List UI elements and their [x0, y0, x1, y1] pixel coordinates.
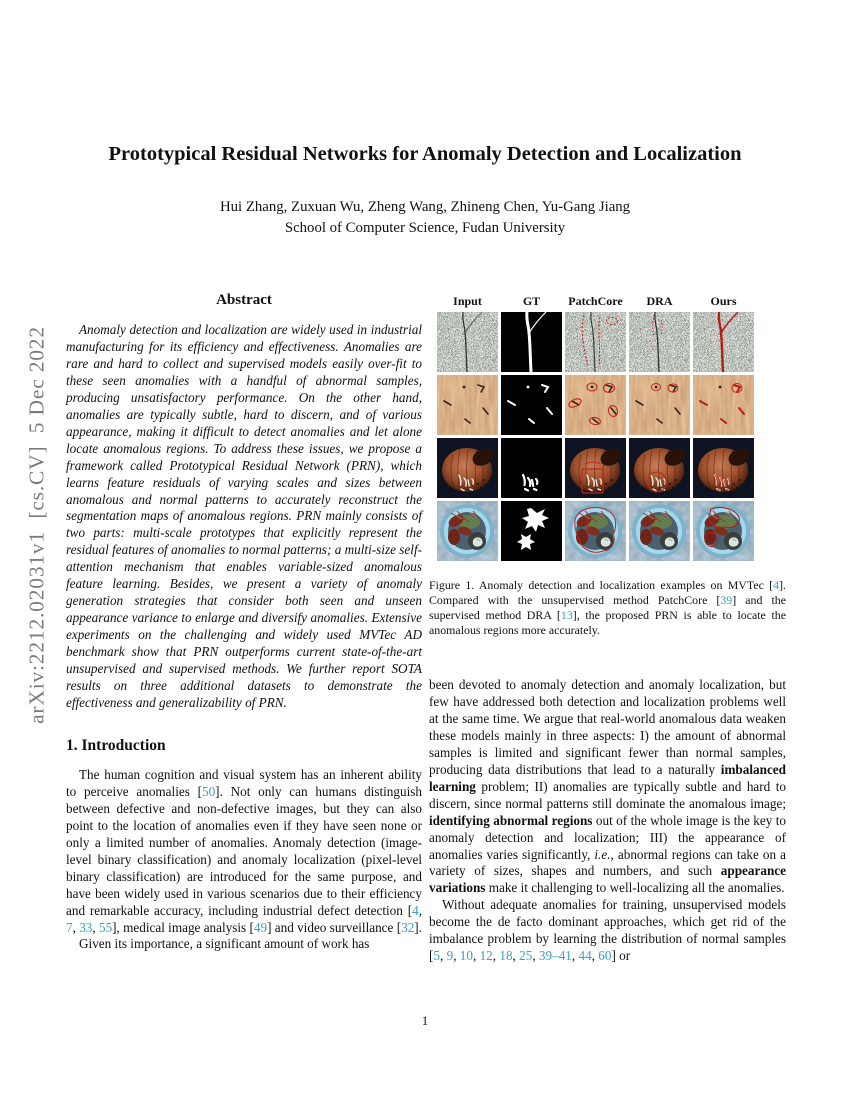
figure-column-label-ours: Ours	[710, 294, 737, 308]
body-paragraph-1: been devoted to anomaly detection and anomaly localization, but few have addressed both detection and localization problems well at the same time. We argue that real-world anomalous data weaken these models mainly in three aspects: I) the amount of abnormal samples is limited and significant fewer than normal samples, producing data distributions that lead to a naturally imbalanced learning problem; II) anomalies are typically subtle and hard to discern, since normal patterns still dominate the anomalous image; identifying abnormal regions out of the whole image is the key to anomaly detection and localization; III) the appearance of anomalies varies significantly, i.e., abnormal regions can take on a variety of sizes, shapes and numbers, and such appearance variations make it challenging to well-localizing all the anomalies.	[429, 677, 786, 896]
citation-link[interactable]: 39–41	[538, 948, 572, 964]
figure-1-image-grid	[437, 312, 754, 561]
citation-link[interactable]: 12	[479, 948, 493, 964]
citation-link[interactable]: 33	[79, 919, 93, 935]
citation-link[interactable]: 60	[598, 948, 612, 964]
figure-column-label-gt: GT	[522, 294, 541, 308]
figure-cell-grid-input	[437, 312, 498, 372]
citation-link[interactable]: 50	[201, 783, 216, 799]
figure-cell-bowl-gt	[501, 501, 562, 561]
figure-cell-wood-ours	[693, 375, 754, 435]
intro-paragraph-1: The human cognition and visual system has an inherent ability to perceive anomalies [50]. Not only can humans distinguish between defective and non-defective images, but they can also point to the location of anomalies even if they have seen none or only a limited number of anomalies. Anomaly detection (image-level binary classification) and anomaly localization (pixel-level binary classification) are introduced for the same purpose, and have been widely used in various scenarios due to their efficiency and remarkable accuracy, including industrial defect detection [4, 7, 33, 55], medical image analysis [49] and video surveillance [32].	[66, 766, 422, 935]
figure-1	[437, 294, 754, 561]
abstract-heading: Abstract	[216, 292, 272, 308]
page-number: 1	[421, 1014, 429, 1028]
figure-1-caption: Figure 1. Anomaly detection and localization examples on MVTec [4]. Compared with the unsupervised method PatchCore [39] and the supervised method DRA [13], the proposed PRN is able to locate the anomalous regions more accurately.	[429, 578, 786, 637]
figure-cell-grid-gt	[501, 312, 562, 372]
figure-cell-hazelnut-patchcore	[565, 438, 626, 498]
citation-link[interactable]: 10	[459, 948, 473, 964]
citation-link[interactable]: 9	[446, 948, 454, 964]
affiliation: School of Computer Science, Fudan University	[284, 220, 566, 236]
body-paragraph-2: Without adequate anomalies for training, unsupervised models become the de facto dominant approaches, which get rid of the imbalance problem by learning the distribution of normal samples [5, 9, 10, 12, 18, 25, 39–41, 44, 60] or	[429, 897, 786, 964]
citation-link[interactable]: 39	[720, 593, 733, 607]
citation-link[interactable]: 25	[519, 948, 533, 964]
figure-cell-hazelnut-ours	[693, 438, 754, 498]
figure-1-column-headers	[437, 294, 754, 309]
arxiv-watermark: arXiv:2212.02031v1 [cs.CV] 5 Dec 2022	[24, 326, 49, 724]
figure-cell-bowl-patchcore	[565, 501, 626, 561]
abstract-text: Anomaly detection and localization are widely used in industrial manufacturing for its efficiency and effectiveness. Anomalies are rare and hard to collect and supervised models easily over-fit to these seen anomalies with a handful of abnormal samples, producing unsatisfactory performance. On the other hand, anomalies are typically subtle, hard to discern, and of various appearance, making it difficult to detect anomalies and let alone locate anomalous regions. To address these issues, we propose a framework called Prototypical Residual Network (PRN), which learns feature residuals of varying scales and sizes between anomalous and normal patterns to accurately reconstruct the segmentation maps of anomalous regions. PRN mainly consists of two parts: multi-scale prototypes that explicitly represent the residual features of anomalies to normal patterns; a multi-size self-attention mechanism that enables variable-sized anomalous feature learning. Besides, we present a variety of anomaly generation strategies that consider both seen and unseen appearance variance to enlarge and diversify anomalies. Extensive experiments on the challenging and widely used MVTec AD benchmark show that PRN outperforms current state-of-the-art unsupervised and supervised methods. We further report SOTA results on three additional datasets to demonstrate the effectiveness and generalizability of PRN.	[66, 322, 422, 710]
citation-link[interactable]: 7	[66, 919, 73, 935]
figure-column-label-dra: DRA	[646, 294, 673, 308]
figure-cell-hazelnut-dra	[629, 438, 690, 498]
citation-link[interactable]: 55	[98, 919, 113, 935]
section-heading-introduction: 1. Introduction	[66, 736, 166, 754]
right-column	[429, 294, 786, 965]
figure-cell-wood-patchcore	[565, 375, 626, 435]
figure-cell-bowl-dra	[629, 501, 690, 561]
figure-cell-grid-dra	[629, 312, 690, 372]
figure-cell-hazelnut-gt	[501, 438, 562, 498]
figure-cell-bowl-ours	[693, 501, 754, 561]
citation-link[interactable]: 5	[433, 948, 440, 964]
figure-cell-grid-patchcore	[565, 312, 626, 372]
figure-cell-grid-ours	[693, 312, 754, 372]
figure-cell-bowl-input	[437, 501, 498, 561]
citation-link[interactable]: 32	[401, 919, 415, 935]
citation-link[interactable]: 4	[773, 578, 780, 592]
intro-paragraph-2: Given its importance, a significant amount of work has	[79, 936, 370, 952]
citation-link[interactable]: 18	[499, 948, 513, 964]
citation-link[interactable]: 13	[560, 608, 573, 622]
figure-cell-hazelnut-input	[437, 438, 498, 498]
author-list: Hui Zhang, Zuxuan Wu, Zheng Wang, Zhineng Chen, Yu-Gang Jiang	[219, 199, 631, 215]
citation-link[interactable]: 4	[412, 902, 419, 918]
figure-cell-wood-dra	[629, 375, 690, 435]
figure-column-label-patchcore: PatchCore	[568, 294, 623, 308]
figure-cell-wood-gt	[501, 375, 562, 435]
citation-link[interactable]: 49	[253, 919, 268, 935]
citation-link[interactable]: 44	[578, 948, 592, 964]
paper-title: Prototypical Residual Networks for Anomaly Detection and Localization	[108, 143, 742, 165]
left-column	[66, 292, 422, 953]
figure-cell-wood-input	[437, 375, 498, 435]
figure-column-label-input: Input	[453, 294, 482, 308]
